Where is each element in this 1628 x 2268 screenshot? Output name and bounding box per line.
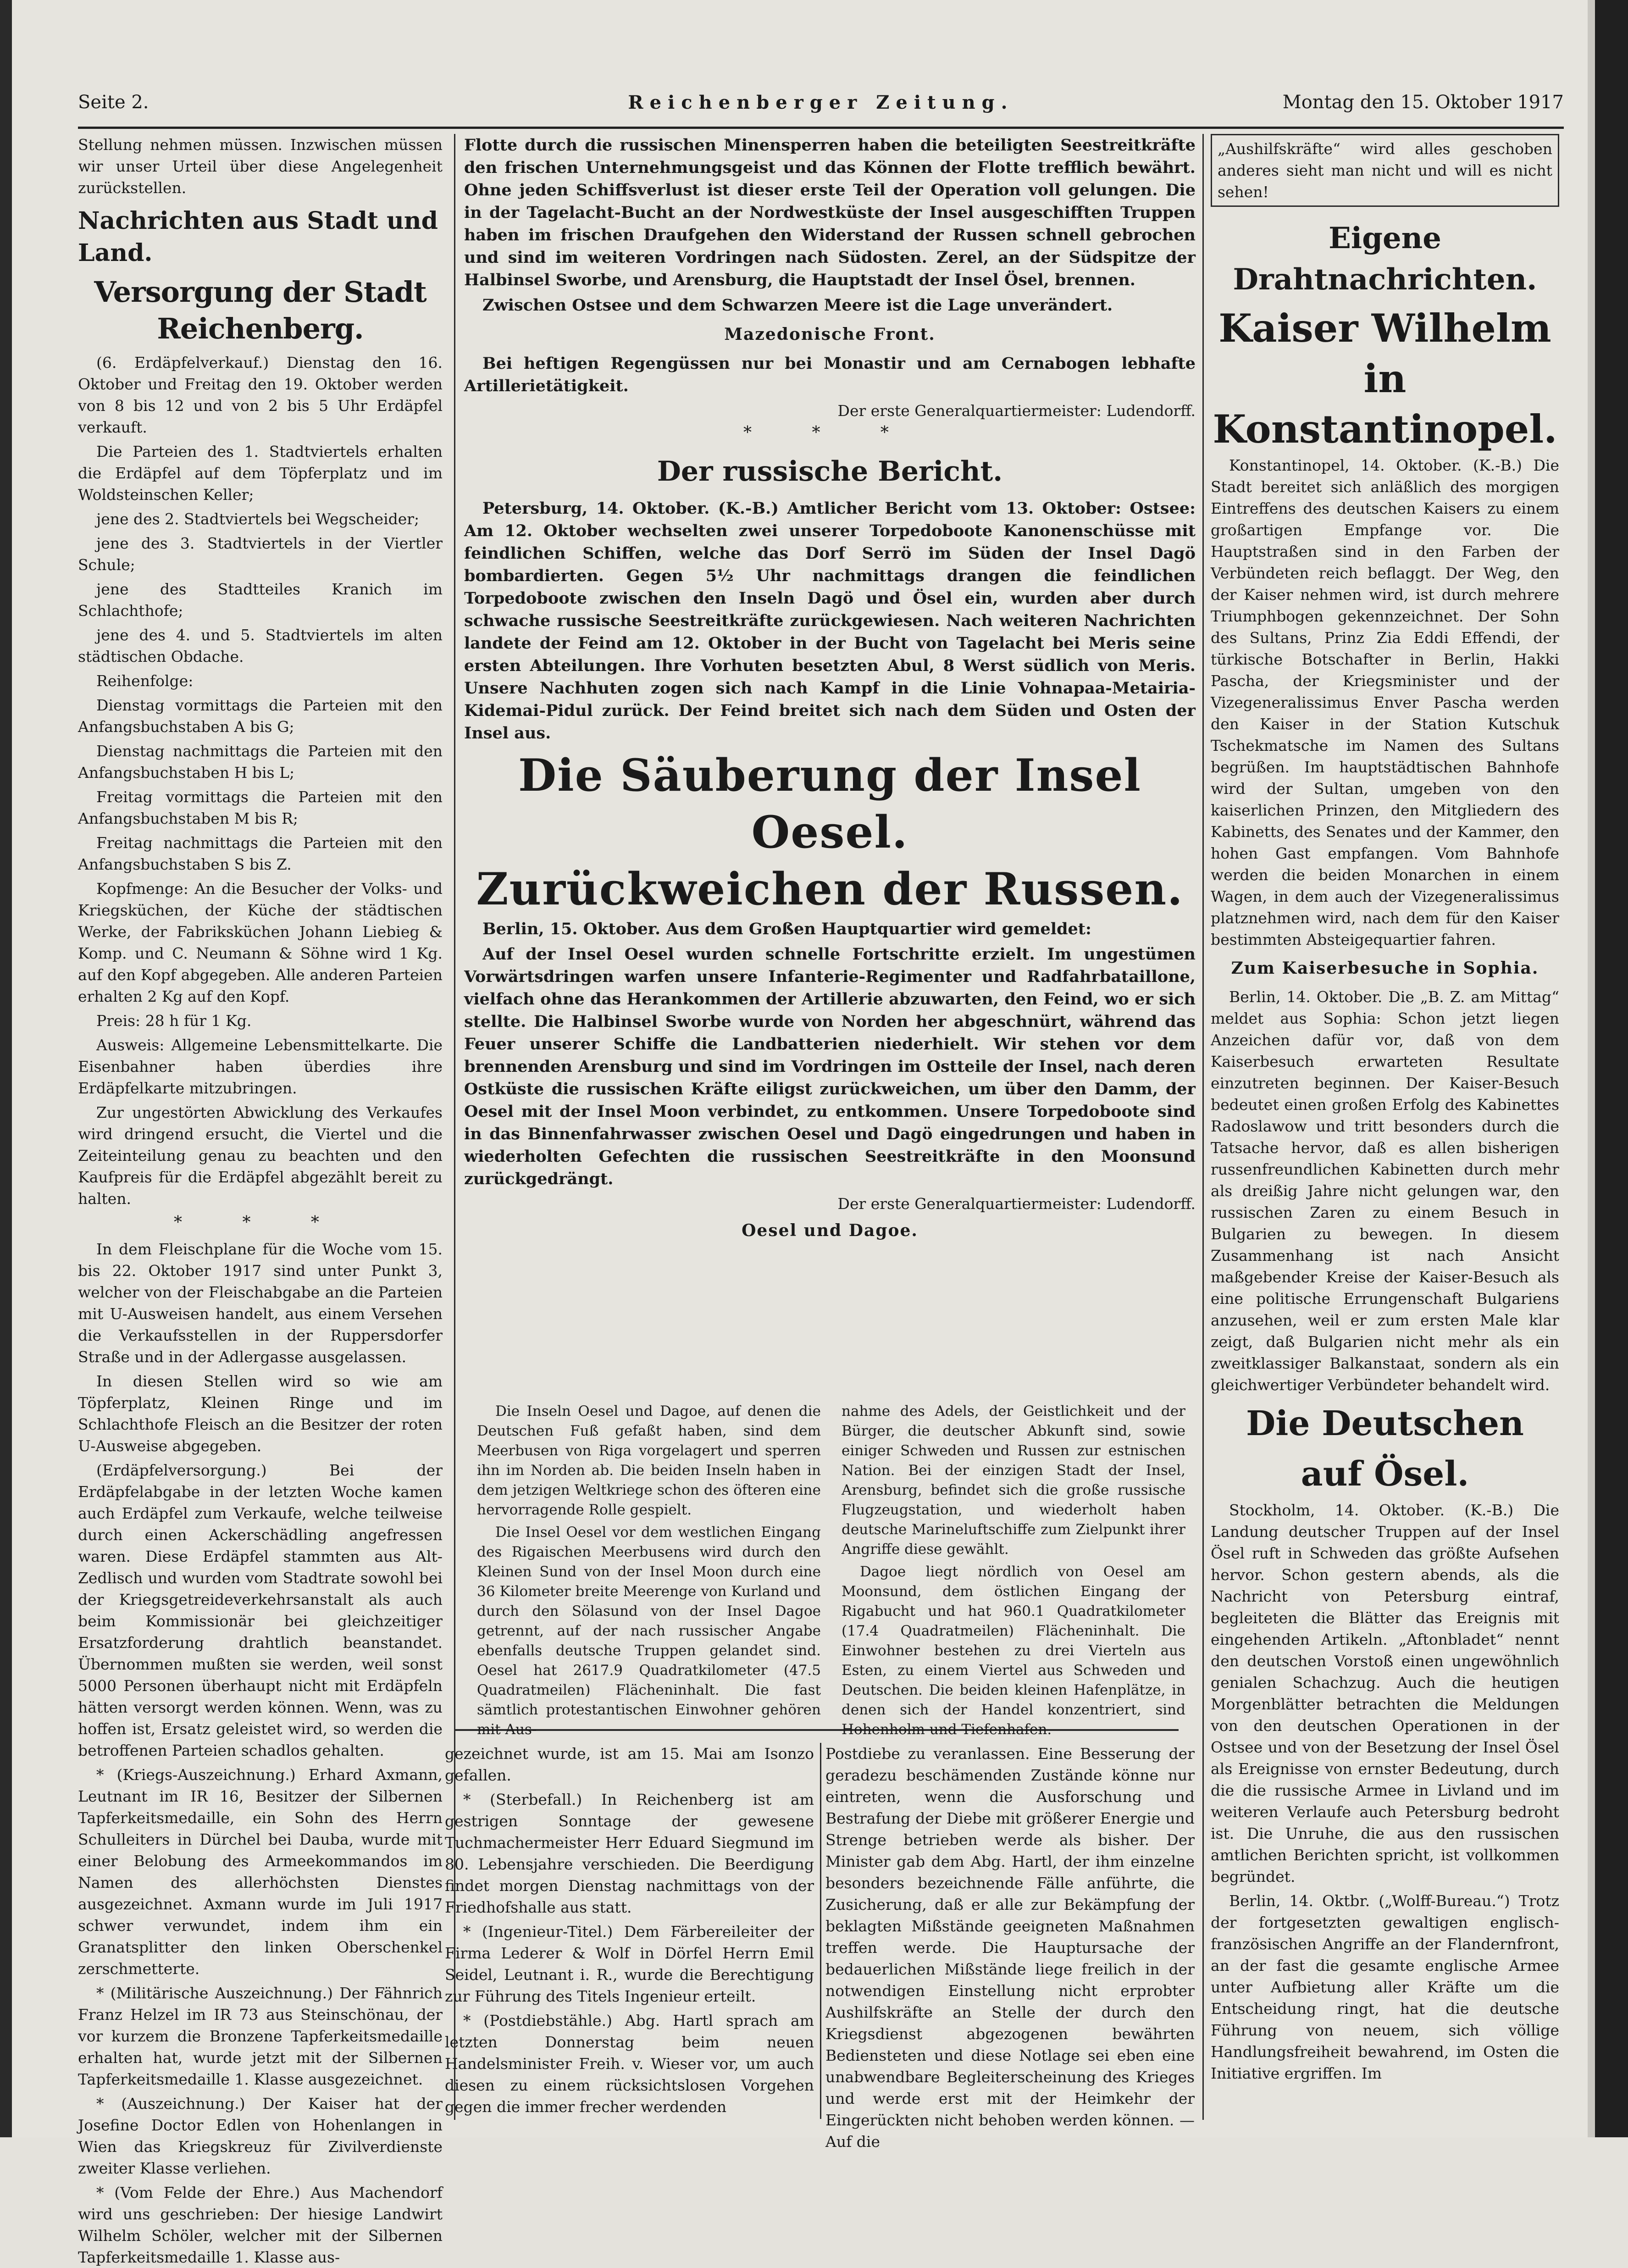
paragraph: Ausweis: Allgemeine Lebensmittelkarte. Die Eisenbahner haben überdies ihre Erdäpfelkarte mitzubringen.	[78, 1036, 443, 1097]
subarticle-left	[477, 1402, 821, 1738]
column-rule-bottom	[820, 1743, 821, 2119]
paragraph: Dagoe liegt nördlich von Oesel am Moonsund, dem östlichen Eingang der Rigabucht und hat 960.1 Quadratkilometer (17.4 Quadratmeilen) Flächeninhalt. Die Einwohner bestehen zu drei Vierteln aus Esten, zu einem Viertel aus Schweden und Deutschen. Die beiden kleinen Hafenplätze, in denen sich der Handel konzentriert, sind Hohenholm und Tiefenhafen.	[842, 1564, 1185, 1738]
headline-kaiser-2: in Konstantinopel.	[1213, 356, 1557, 452]
headline-oesel-2: Zurückweichen der Russen.	[476, 863, 1184, 915]
paragraph: In diesen Stellen wird so wie am Töpferplatz, Kleinen Ringe und im Schlachthofe Fleisch an die Besitzer der roten U-Ausweise abgegeben.	[78, 1372, 443, 1455]
paragraph: * (Auszeichnung.) Der Kaiser hat der Josefine Doctor Edlen von Hohenlangen in Wien das Kriegskreuz für Zivilverdienste zweiter Klasse verliehen.	[78, 2095, 443, 2177]
separator-stars: * * *	[743, 423, 916, 442]
paragraph: Petersburg, 14. Oktober. (K.-B.) Amtlicher Bericht vom 13. Oktober: Ostsee: Am 12. Oktober wechselten zwei unserer Torpedoboote Kanonenschüsse mit feindlichen Schiffen, welche das Dorf Serrö im Süden der Insel Dagö bombardierten. Gegen 5½ Uhr nachmittags drangen die feindlichen Torpedoboote zwischen den Inseln Dagö und Ösel ein, wurden aber durch schwache russische Seestreitkräfte zurückgewiesen. Nach weiteren Nachrichten landete der Feind am 12. Oktober in der Bucht von Tagelacht bei Meris seine ersten Abteilungen. Ihre Vorhuten besetzten Abul, 8 Werst südlich von Meris. Unsere Nachhuten zogen sich nach Kampf in die Linie Vohnapaa-Metairia-Kidemai-Pidul zurück. Der Feind breitet sich nach dem Süden und Osten der Insel aus.	[464, 499, 1196, 743]
header-rule	[78, 127, 1564, 129]
col1-intro: Stellung nehmen müssen. Inzwischen müssen wir unser Urteil über diese Angelegenheit zurückstellen.	[78, 136, 443, 197]
paragraph: Freitag nachmittags die Parteien mit den Anfangsbuchstaben S bis Z.	[78, 834, 443, 873]
front-heading: Mazedonische Front.	[724, 325, 936, 344]
column-wire-news	[1211, 134, 1559, 2120]
paragraph: Die Parteien des 1. Stadtviertels erhalten die Erdäpfel auf dem Töpferplatz und im Woldsteinschen Keller;	[78, 443, 443, 504]
issue-date: Montag den 15. Oktober 1917	[1282, 92, 1564, 113]
bottom-news-left	[445, 1743, 814, 2119]
paragraph: * (Vom Felde der Ehre.) Aus Machendorf wird uns geschrieben: Der hiesige Landwirt Wilhelm Schöler, welcher mit der Silbernen Tapferkeitsmedaille 1. Klasse aus-	[78, 2184, 443, 2266]
paragraph: In dem Fleischplane für die Woche vom 15. bis 22. Oktober 1917 sind unter Punkt 3, welcher von der Fleischabgabe an die Parteien mit U-Ausweisen handelt, aus einem Versehen die Verkaufsstellen in der Ruppersdorfer Straße und in der Adlergasse ausgelassen.	[78, 1240, 443, 1366]
subheading-sophia: Zum Kaiserbesuche in Sophia.	[1231, 959, 1539, 978]
section-title-wire: Eigene Drahtnachrichten.	[1233, 221, 1537, 297]
paragraph: Preis: 28 h für 1 Kg.	[96, 1012, 252, 1030]
paragraph: „Aushilfskräfte“ wird alles geschoben anderes sieht man nicht und will es nicht sehen!	[1218, 140, 1552, 201]
paragraph: Die Inseln Oesel und Dagoe, auf denen die Deutschen Fuß gefaßt haben, sind dem Meerbusen von Riga vorgelagert und sperren ihn im Norden ab. Die beiden Inseln haben in dem jetzigen Weltkriege schon des öfteren eine hervorragende Rolle gespielt.	[477, 1403, 821, 1518]
paragraph: Reihenfolge:	[96, 672, 194, 690]
paragraph: jene des 3. Stadtviertels in der Viertler Schule;	[78, 534, 443, 574]
paragraph: Konstantinopel, 14. Oktober. (K.-B.) Die Stadt bereitet sich anläßlich des morgigen Eintreffens des deutschen Kaisers zu einem großartigen Empfange vor. Die Hauptstraßen sind in den Farben der Verbündeten reich beflaggt. Der Weg, den der Kaiser nehmen wird, ist durch mehrere Triumphbogen gekennzeichnet. Der Sohn des Sultans, Prinz Zia Eddi Effendi, der türkische Botschafter in Berlin, Hakki Pascha, der Kriegsminister und der Vizegeneralissimus Enver Pascha werden den Kaiser in der Station Kutschuk Tschekmatsche im Namen des Sultans begrüßen. Im hauptstädtischen Bahnhofe wird der Sultan, umgeben von den kaiserlichen Prinzen, den Mitgliedern des Kabinetts, des Senates und der Kammer, den hohen Gast empfangen. Vom Bahnhofe werden die beiden Monarchen in einem Wagen, in dem auch der Vizegeneralissimus platznehmen wird, nach dem für den Kaiser bestimmten Absteigequartier fahren.	[1211, 456, 1559, 948]
paragraph: * (Militärische Auszeichnung.) Der Fähnrich Franz Helzel im IR 73 aus Steinschönau, der vor kurzem die Bronzene Tapferkeitsmedaille erhalten hat, wurde jetzt mit der Silbernen Tapferkeitsmedaille 1. Klasse ausgezeichnet.	[78, 1984, 443, 2088]
paragraph: Zur ungestörten Abwicklung des Verkaufes wird dringend ersucht, die Viertel und die Zeiteinteilung genau zu beachten und den Kaufpreis für die Erdäpfel abgezählt bereit zu halten.	[78, 1104, 443, 1208]
paragraph: gezeichnet wurde, ist am 15. Mai am Isonzo gefallen.	[445, 1745, 814, 1784]
paragraph: * (Postdiebstähle.) Abg. Hartl sprach am letzten Donnerstag beim neuen Handelsminister Freih. v. Wieser vor, um auch diesen zu einem rücksichtslosen Vorgehen gegen die immer frecher werdenden	[445, 2012, 814, 2116]
paragraph: Kopfmenge: An die Besucher der Volks- und Kriegsküchen, der Küche der städtischen Werke, der Fabriksküchen Johann Liebieg & Komp. und C. Neumann & Söhne wird 1 Kg. auf den Kopf abgegeben. Alle anderen Parteien erhalten 2 Kg auf den Kopf.	[78, 880, 443, 1005]
headline-kaiser-1: Kaiser Wilhelm	[1218, 305, 1551, 351]
paragraph: jene des Stadtteiles Kranich im Schlachthofe;	[78, 580, 443, 620]
scan-edge-left	[0, 0, 12, 2137]
newspaper-title: Reichenberger Zeitung.	[628, 92, 1014, 113]
paragraph: Die Insel Oesel vor dem westlichen Eingang des Rigaischen Meerbusens wird durch den Kleinen Sund von der Insel Moon durch eine 36 Kilometer breite Meerenge von Kurland und durch den Sölasund von der Insel Dagoe getrennt, auf der nach russischer Angabe ebenfalls deutsche Truppen gelandet sind. Oesel hat 2617.9 Quadratkilometer (47.5 Quadratmeilen) Flächeninhalt. Die fast sämtlich protestantischen Einwohner gehören mit Aus-	[477, 1524, 821, 1738]
page-header	[78, 92, 1564, 124]
bottom-news-right	[825, 1743, 1195, 2151]
paragraph: nahme des Adels, der Geistlichkeit und der Bürger, die deutscher Abkunft sind, sowie einiger Schweden und Russen zur estnischen Nation. Bei der einzigen Stadt der Insel, Arensburg, befindet sich die große russische Flugzeugstation, und wiederholt haben deutsche Marineluftschiffe zum Zielpunkt ihrer Angriffe diese gewählt.	[842, 1403, 1185, 1558]
headline-russian-report: Der russische Bericht.	[657, 455, 1003, 488]
paragraph: Flotte durch die russischen Minensperren haben die beteiligten Seestreitkräfte den frischen Unternehmungsgeist und das Können der Flotte trefflich bewährt. Ohne jeden Schiffsverlust ist dieser erste Teil der Operation voll gelungen. Die in der Tagelacht-Bucht an der Nordwestküste der Insel ausgeschifften Truppen haben im frischen Draufgehen den Widerstand der Russen schnell gebrochen und sind im weiteren Vordringen nach Südosten. Zerel, an der Südspitze der Halbinsel Sworbe, und Arensburg, die Hauptstadt der Insel Ösel, brennen.	[464, 136, 1196, 289]
article-oesel-dagoe	[477, 1402, 1185, 1738]
signature-ludendorff: Der erste Generalquartiermeister: Ludendorff.	[837, 1195, 1196, 1213]
column-local-news	[78, 134, 443, 2266]
paragraph: Dienstag vormittags die Parteien mit den Anfangsbuchstaben A bis G;	[78, 696, 443, 736]
paragraph: * (Ingenieur-Titel.) Dem Färbereileiter der Firma Lederer & Wolf in Dörfel Herrn Emil Seidel, Leutnant i. R., wurde die Berechtigung zur Führung des Titels Ingenieur erteilt.	[445, 1923, 814, 2005]
paragraph: jene des 4. und 5. Stadtviertels im alten städtischen Obdache.	[78, 626, 443, 665]
paragraph: Berlin, 14. Oktbr. („Wolff-Bureau.“) Trotz der fortgesetzten gewaltigen englisch-französischen Angriffe an der Flandernfront, an der fast die gesamte englische Armee unter Aufbietung aller Kräfte um die Entscheidung ringt, hat die deutsche Führung von neuem, sich völlige Handlungsfreiheit bewahrend, im Osten die Initiative ergriffen. Im	[1211, 1892, 1559, 2082]
headline-oesel-1: Die Säuberung der Insel Oesel.	[518, 749, 1141, 858]
paragraph: Dienstag nachmittags die Parteien mit den Anfangsbuchstaben H bis L;	[78, 742, 443, 782]
subarticle-right	[842, 1402, 1185, 1738]
paragraph: Berlin, 14. Oktober. Die „B. Z. am Mittag“ meldet aus Sophia: Schon jetzt liegen Anzeichen dafür vor, daß von dem Kaiserbesuch erwarteten Resultate einzutreten beginnen. Der Kaiser-Besuch bedeutet einen großen Erfolg des Kabinettes Radoslawow und tritt besonders durch die Tatsache hervor, daß es allen bisherigen russenfreundlichen Kabinetten durch mehr als dreißig Jahre nicht gelungen war, den russischen Zaren zu einem Besuch in Bulgarien zu bewegen. In diesem Zusammenhang ist nach Ansicht maßgebender Kreise der Kaiser-Besuch als eine politische Errungenschaft Bulgariens anzusehen, weil er zum ersten Male klar zeigt, daß Bulgarien nicht mehr als ein zweitklassiger Balkanstaat, sondern als ein gleichwertiger Verbündeter behandelt wird.	[1211, 988, 1559, 1394]
headline-oesel-germans: Die Deutschen auf Ösel.	[1246, 1404, 1524, 1494]
paragraph: jene des 2. Stadtviertels bei Wegscheider;	[96, 510, 420, 528]
paragraph: (6. Erdäpfelverkauf.) Dienstag den 16. Oktober und Freitag den 19. Oktober werden von 8 bis 12 und von 2 bis 5 Uhr Erdäpfel verkauft.	[78, 354, 443, 436]
section-title-local: Nachrichten aus Stadt und Land.	[78, 207, 438, 267]
separator-stars: * * *	[174, 1213, 347, 1232]
paragraph: * (Sterbefall.) In Reichenberg ist am gestrigen Sonntage der gewesene Tuchmachermeister Herr Eduard Siegmund im 80. Lebensjahre verschieden. Die Beerdigung findet morgen Dienstag nachmittags von der Friedhofshalle aus statt.	[445, 1791, 814, 1916]
paragraph: * (Kriegs-Auszeichnung.) Erhard Axmann, Leutnant im IR 16, Besitzer der Silbernen Tapferkeitsmedaille, ein Sohn des Herrn Schulleiters in Dürchel bei Dauba, wurde mit einer Belobung des Armeekommandos im Namen des allerhöchsten Dienstes ausgezeichnet. Axmann wurde im Juli 1917 schwer verwundet, indem ihm ein Granatsplitter den linken Oberschenkel zerschmetterte.	[78, 1766, 443, 1978]
subheading-oesel-dagoe: Oesel und Dagoe.	[742, 1221, 918, 1240]
paragraph: Freitag vormittags die Parteien mit den Anfangsbuchstaben M bis R;	[78, 788, 443, 827]
paragraph: Postdiebe zu veranlassen. Eine Besserung der geradezu beschämenden Zustände könne nur eintreten, wenn die Ausforschung und Bestrafung der Diebe mit größerer Energie und Strenge betrieben werde als bisher. Der Minister gab dem Abg. Hartl, der ihm einzelne besonders bezeichnende Fälle anführte, die Zusicherung, daß er alle zur Bekämpfung der beklagten Mißstände geeigneten Maßnahmen treffen werde. Die Hauptursache der bedauerlichen Mißstände liege freilich in der notwendigen Einstellung nicht erprobter Aushilfskräfte an Stelle der durch den Kriegsdienst abgezogenen bewährten Bediensteten und diese Notlage sei eben eine unabwendbare Begleiterscheinung des Krieges und werde erst mit der Heimkehr der Eingerückten nicht behoben werden können. — Auf die	[825, 1745, 1195, 2151]
paragraph: Bei heftigen Regengüssen nur bei Monastir und am Cernabogen lebhafte Artillerietätigkeit.	[464, 354, 1196, 395]
boxed-note	[1211, 134, 1559, 207]
headline-supply: Versorgung der Stadt Reichenberg.	[94, 275, 426, 345]
signature-ludendorff: Der erste Generalquartiermeister: Ludendorff.	[837, 402, 1196, 420]
paragraph: (Erdäpfelversorgung.) Bei der Erdäpfelabgabe in der letzten Woche kamen auch Erdäpfel zum Verkaufe, welche teilweise durch einen Ackerschädling angefressen waren. Diese Erdäpfel stammten aus Alt-Zedlisch und wurden vom Stadtrate sowohl bei der Kriegsgetreideverkehrsanstalt als auch beim Kommissionär bei gleichzeitiger Ersatzforderung drahtlich beanstandet. Übernommen mußten sie werden, weil sonst 5000 Personen überhaupt nicht mit Erdäpfeln hätten versorgt werden können. Wenn, was zu hoffen ist, Ersatz geleistet wird, so werden die betroffenen Parteien schadlos gehalten.	[78, 1461, 443, 1759]
dateline: Berlin, 15. Oktober. Aus dem Großen Hauptquartier wird gemeldet:	[482, 920, 1091, 938]
scan-edge-right-light	[1588, 0, 1595, 2137]
column-rule-2	[1202, 134, 1204, 2120]
paragraph: Zwischen Ostsee und dem Schwarzen Meere ist die Lage unverändert.	[482, 296, 1113, 315]
scan-edge-right	[1595, 0, 1628, 2137]
paragraph: Auf der Insel Oesel wurden schnelle Fortschritte erzielt. Im ungestümen Vorwärtsdringen warfen unsere Infanterie-Regimenter und Radfahrbataillone, vielfach ohne das Herankommen der Artillerie abzuwarten, den Feind, wo er sich stellte. Die Halbinsel Sworbe wurde von Norden her abgeschnürt, während das Feuer unserer Schiffe die Landbatterien niederhielt. Wir stehen vor dem brennenden Arensburg und sind im Vordringen im Ostteile der Insel, nach deren Ostküste die russischen Kräfte eiligst zurückweichen, um über den Damm, der Oesel mit der Insel Moon verbindet, zu entkommen. Unsere Torpedoboote sind in das Binnenfahrwasser zwischen Oesel und Dagö eingedrungen und haben in wiederholten Gefechten die russischen Seestreitkräfte in den Moonsund zurückgedrängt.	[464, 945, 1196, 1188]
paragraph: Stockholm, 14. Oktober. (K.-B.) Die Landung deutscher Truppen auf der Insel Ösel ruft in Schweden das größte Aufsehen hervor. Schon gestern abends, als die Nachricht von Petersburg eintraf, begleiteten die Blätter das Ereignis mit eingehenden Artikeln. „Aftonbladet“ nennt den deutschen Vorstoß einen ungewöhnlich genialen Schachzug. Auch die heutigen Morgenblätter betrachten die Meldungen von den deutschen Operationen in der Ostsee und von der Besetzung der Insel Ösel als Ereignisse von ernster Bedeutung, durch die die russische Armee in Livland und im weiteren Verlaufe auch Petersburg bedroht ist. Die Unruhe, die aus den russischen amtlichen Berichten spricht, ist vollkommen begründet.	[1211, 1501, 1559, 1885]
page-number: Seite 2.	[78, 92, 149, 113]
